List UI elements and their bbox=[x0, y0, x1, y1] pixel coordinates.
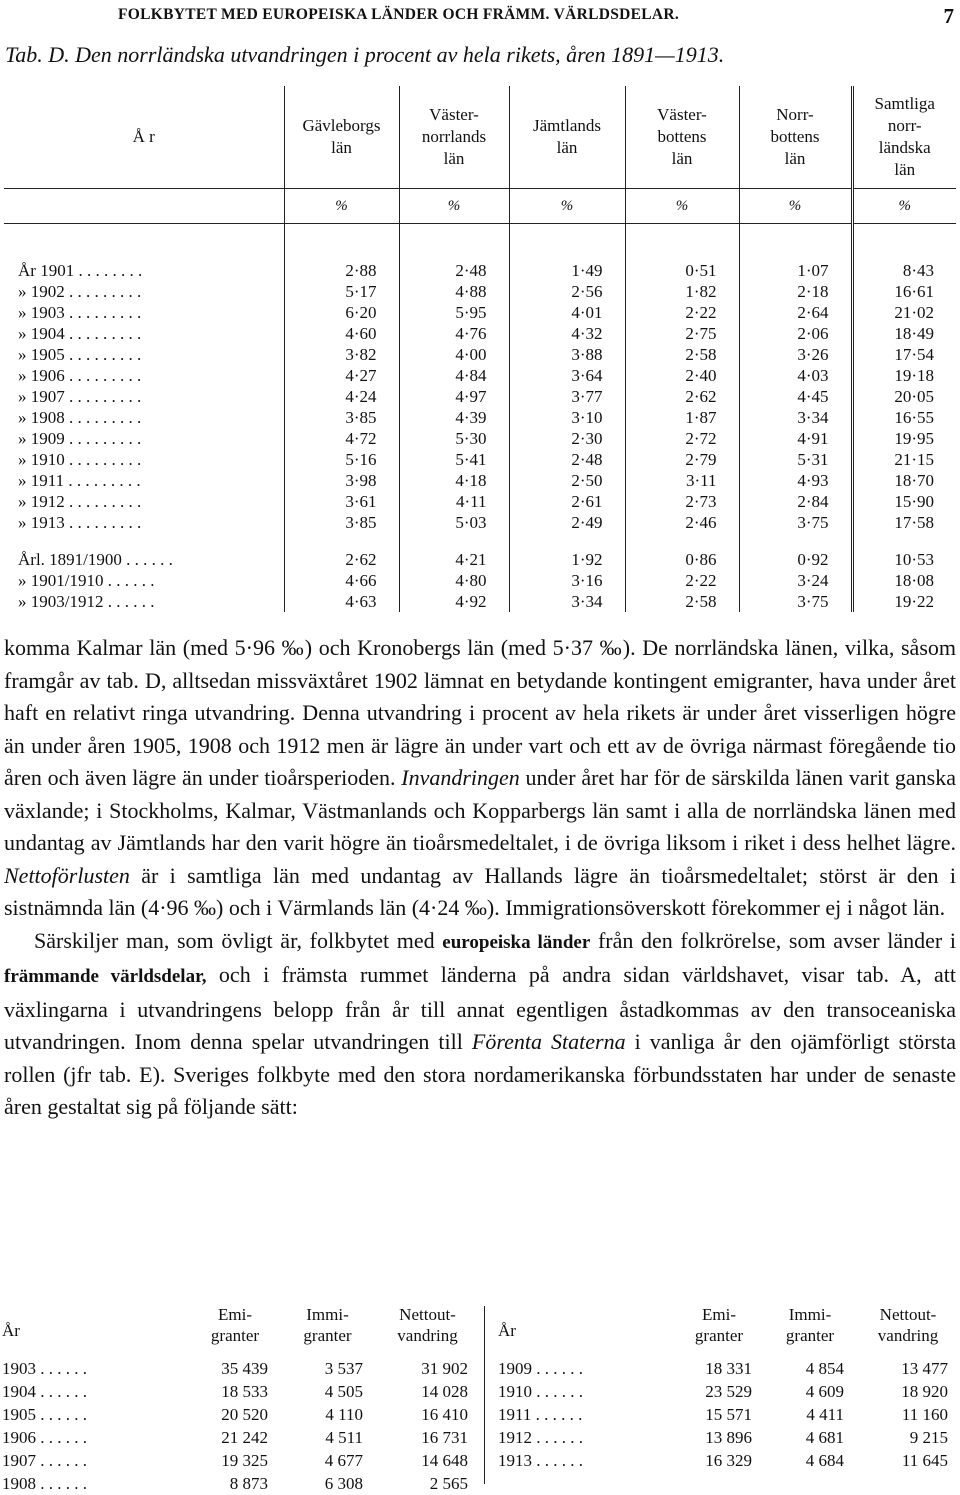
cell-value: 3·10 bbox=[509, 407, 625, 428]
cell-value: 2·48 bbox=[509, 449, 625, 470]
cell-value: 5·30 bbox=[399, 428, 509, 449]
col-header-year: År bbox=[498, 1320, 516, 1340]
text-run: och i främsta rummet länderna på andra sidan världshavet, visar tab. A, att växlingarna i utvandringens belopp från år till annat egentligen åstadkommas av den transoceaniska utvandringen. Inom denna spelar utvandringen till bbox=[4, 962, 956, 1054]
cell-value: 3·98 bbox=[284, 470, 399, 491]
page-header bbox=[0, 4, 960, 32]
cell-value: 2·62 bbox=[625, 386, 739, 407]
cell-year: 1903 . . . . . . bbox=[2, 1359, 87, 1378]
col-header-county: Väster- bottens län bbox=[625, 86, 739, 189]
cell-value: 21·02 bbox=[852, 302, 956, 323]
cell-value: 4·27 bbox=[284, 365, 399, 386]
cell-emi: 20 520 bbox=[221, 1405, 268, 1424]
cell-value: 5·31 bbox=[739, 449, 852, 470]
col-header-county: Jämtlands län bbox=[509, 86, 625, 189]
cell-value: 1·92 bbox=[509, 533, 625, 570]
row-year: » 1906 . . . . . . . . . bbox=[18, 366, 142, 385]
cell-net: 31 902 bbox=[421, 1359, 468, 1378]
unit-label: % bbox=[509, 189, 625, 224]
cell-value: 3·11 bbox=[625, 470, 739, 491]
cell-value: 3·64 bbox=[509, 365, 625, 386]
cell-value: 0·51 bbox=[625, 224, 739, 282]
unit-label: % bbox=[739, 189, 852, 224]
cell-year: 1910 . . . . . . bbox=[498, 1382, 583, 1401]
table-row bbox=[484, 1357, 960, 1380]
cell-value: 4·63 bbox=[284, 591, 399, 612]
bold-term: europeiska länder bbox=[442, 931, 591, 953]
table-row bbox=[0, 1426, 480, 1449]
body-text bbox=[4, 632, 956, 1124]
col-header-emi: Emi- granter bbox=[694, 1305, 744, 1345]
cell-value: 4·72 bbox=[284, 428, 399, 449]
cell-value: 2·58 bbox=[625, 591, 739, 612]
cell-year: 1906 . . . . . . bbox=[2, 1428, 87, 1447]
table-row bbox=[4, 407, 956, 428]
col-header-county: Gävleborgs län bbox=[284, 86, 399, 189]
usa-table-left bbox=[0, 1303, 480, 1495]
cell-value: 6·20 bbox=[284, 302, 399, 323]
table-row bbox=[484, 1403, 960, 1426]
cell-value: 16·55 bbox=[852, 407, 956, 428]
cell-net: 14 648 bbox=[421, 1451, 468, 1470]
col-header-net: Nettout- vandring bbox=[397, 1305, 458, 1345]
cell-immi: 3 537 bbox=[324, 1359, 363, 1378]
cell-immi: 4 110 bbox=[325, 1405, 363, 1424]
cell-emi: 8 873 bbox=[229, 1474, 268, 1493]
text-run: under året har för de särskilda länen varit ganska växlande; i Stockholms, Kalmar, Västmanlands och Kopparbergs län samt i alla de norrländska länen med undantag av Jämtlands har den varit högre än tioårsmedeltalet, i de övriga liksom i riket i dess helhet lägre. bbox=[4, 765, 956, 855]
page-number: 7 bbox=[943, 4, 954, 28]
italic-term: Förenta Staterna bbox=[471, 1029, 626, 1054]
cell-value: 4·01 bbox=[509, 302, 625, 323]
row-year: » 1911 . . . . . . . . . bbox=[18, 471, 141, 490]
row-year: » 1910 . . . . . . . . . bbox=[18, 450, 142, 469]
cell-value: 1·82 bbox=[625, 281, 739, 302]
unit-label: % bbox=[284, 189, 399, 224]
cell-value: 4·92 bbox=[399, 591, 509, 612]
cell-net: 18 920 bbox=[901, 1382, 948, 1401]
cell-value: 20·05 bbox=[852, 386, 956, 407]
paragraph-1 bbox=[4, 632, 956, 925]
row-year: » 1913 . . . . . . . . . bbox=[18, 513, 142, 532]
cell-year: 1909 . . . . . . bbox=[498, 1359, 583, 1378]
cell-year: 1905 . . . . . . bbox=[2, 1405, 87, 1424]
cell-value: 3·85 bbox=[284, 512, 399, 533]
cell-immi: 4 677 bbox=[324, 1451, 363, 1470]
col-header-county: Samtliga norr- ländska län bbox=[852, 86, 956, 189]
row-year: » 1909 . . . . . . . . . bbox=[18, 429, 142, 448]
cell-value: 2·48 bbox=[399, 224, 509, 282]
cell-value: 2·40 bbox=[625, 365, 739, 386]
cell-value: 4·84 bbox=[399, 365, 509, 386]
cell-value: 3·75 bbox=[739, 512, 852, 533]
text-run: komma Kalmar län (med 5·96 ‰) och Kronobergs län (med 5·37 ‰). De norrländska länen, vilka, såsom framgår av tab. D, alltsedan missväxtåret 1902 lämnat en betydande kontingent emigranter, hava under året haft en relativt ringa utvandring. Denna utvandring i procent av hela rikets är under året visserligen högre än under åren 1905, 1908 och 1912 men är lägre än under vart och ett av de övriga närmast föregående tio åren och även lägre än under tioårsperioden. bbox=[4, 635, 956, 790]
table-row bbox=[484, 1449, 960, 1472]
usa-table-right bbox=[484, 1303, 960, 1472]
cell-value: 4·60 bbox=[284, 323, 399, 344]
row-year: » 1901/1910 . . . . . . bbox=[18, 571, 155, 590]
italic-term: Invandringen bbox=[401, 765, 520, 790]
cell-emi: 15 571 bbox=[705, 1405, 752, 1424]
row-year: » 1902 . . . . . . . . . bbox=[18, 282, 142, 301]
cell-emi: 13 896 bbox=[705, 1428, 752, 1447]
cell-value: 17·58 bbox=[852, 512, 956, 533]
cell-immi: 4 411 bbox=[806, 1405, 844, 1424]
text-run: är i samtliga län med undantag av Hallands lägre än tioårsmedeltalet; störst är den i sistnämnda län (4·96 ‰) och i Värmlands län (4·24 ‰). Immigrationsöverskott förekommer ej i något län. bbox=[4, 862, 956, 920]
table-row bbox=[4, 344, 956, 365]
cell-year: 1908 . . . . . . bbox=[2, 1474, 87, 1493]
cell-emi: 18 533 bbox=[221, 1382, 268, 1401]
cell-value: 5·95 bbox=[399, 302, 509, 323]
cell-value: 5·03 bbox=[399, 512, 509, 533]
cell-value: 19·18 bbox=[852, 365, 956, 386]
cell-value: 5·41 bbox=[399, 449, 509, 470]
cell-value: 4·97 bbox=[399, 386, 509, 407]
cell-value: 2·88 bbox=[284, 224, 399, 282]
cell-value: 2·84 bbox=[739, 491, 852, 512]
cell-value: 2·72 bbox=[625, 428, 739, 449]
cell-value: 1·49 bbox=[509, 224, 625, 282]
cell-value: 3·34 bbox=[509, 591, 625, 612]
cell-net: 11 160 bbox=[901, 1405, 948, 1424]
cell-value: 4·03 bbox=[739, 365, 852, 386]
cell-immi: 4 684 bbox=[805, 1451, 844, 1470]
table-title: Tab. D. Den norrländska utvandringen i procent av hela rikets, åren 1891—1913. bbox=[5, 42, 725, 67]
table-row bbox=[0, 1449, 480, 1472]
table-row bbox=[0, 1357, 480, 1380]
cell-value: 3·26 bbox=[739, 344, 852, 365]
cell-value: 5·16 bbox=[284, 449, 399, 470]
italic-term: Nettoförlusten bbox=[4, 862, 130, 888]
cell-emi: 35 439 bbox=[221, 1359, 268, 1378]
row-year: » 1905 . . . . . . . . . bbox=[18, 345, 142, 364]
table-row bbox=[484, 1380, 960, 1403]
bold-term: främmande världsdelar, bbox=[4, 966, 207, 987]
cell-value: 18·49 bbox=[852, 323, 956, 344]
cell-value: 4·66 bbox=[284, 570, 399, 591]
col-header-emi: Emi- granter bbox=[210, 1305, 260, 1345]
cell-value: 3·24 bbox=[739, 570, 852, 591]
col-header-county: Väster- norrlands län bbox=[399, 86, 509, 189]
col-header-immi: Immi- granter bbox=[303, 1305, 352, 1345]
unit-label: % bbox=[852, 189, 956, 224]
cell-value: 2·22 bbox=[625, 570, 739, 591]
cell-value: 3·16 bbox=[509, 570, 625, 591]
cell-value: 4·00 bbox=[399, 344, 509, 365]
table-row bbox=[4, 491, 956, 512]
cell-value: 3·61 bbox=[284, 491, 399, 512]
cell-value: 3·85 bbox=[284, 407, 399, 428]
col-header-net: Nettout- vandring bbox=[877, 1305, 939, 1345]
cell-net: 16 410 bbox=[421, 1405, 468, 1424]
row-year: » 1904 . . . . . . . . . bbox=[18, 324, 142, 343]
unit-label: % bbox=[399, 189, 509, 224]
cell-value: 21·15 bbox=[852, 449, 956, 470]
cell-immi: 4 854 bbox=[805, 1359, 844, 1378]
cell-value: 4·93 bbox=[739, 470, 852, 491]
table-row bbox=[4, 533, 956, 570]
cell-value: 2·73 bbox=[625, 491, 739, 512]
cell-value: 2·58 bbox=[625, 344, 739, 365]
cell-value: 2·64 bbox=[739, 302, 852, 323]
cell-value: 1·87 bbox=[625, 407, 739, 428]
row-year: År 1901 . . . . . . . . bbox=[4, 224, 284, 282]
cell-value: 17·54 bbox=[852, 344, 956, 365]
cell-value: 3·34 bbox=[739, 407, 852, 428]
cell-value: 2·75 bbox=[625, 323, 739, 344]
cell-value: 15·90 bbox=[852, 491, 956, 512]
col-header-year: År bbox=[2, 1320, 20, 1340]
cell-value: 4·88 bbox=[399, 281, 509, 302]
cell-value: 0·92 bbox=[739, 533, 852, 570]
cell-value: 10·53 bbox=[852, 533, 956, 570]
table-row bbox=[4, 281, 956, 302]
table-row bbox=[4, 365, 956, 386]
table-row bbox=[4, 224, 956, 282]
unit-label bbox=[4, 189, 284, 224]
table-row bbox=[0, 1403, 480, 1426]
row-year: » 1907 . . . . . . . . . bbox=[18, 387, 142, 406]
col-header-county: Norr- bottens län bbox=[739, 86, 852, 189]
cell-value: 4·24 bbox=[284, 386, 399, 407]
cell-net: 9 215 bbox=[909, 1428, 948, 1447]
cell-value: 8·43 bbox=[852, 224, 956, 282]
cell-value: 3·75 bbox=[739, 591, 852, 612]
cell-emi: 18 331 bbox=[705, 1359, 752, 1378]
row-year: » 1903/1912 . . . . . . bbox=[18, 592, 155, 611]
cell-emi: 23 529 bbox=[705, 1382, 752, 1401]
running-title: FOLKBYTET MED EUROPEISKA LÄNDER OCH FRÄMM. VÄRLDSDELAR. bbox=[118, 6, 680, 23]
cell-value: 4·32 bbox=[509, 323, 625, 344]
table-d bbox=[4, 86, 956, 612]
cell-value: 4·21 bbox=[399, 533, 509, 570]
cell-value: 4·39 bbox=[399, 407, 509, 428]
cell-value: 2·22 bbox=[625, 302, 739, 323]
cell-net: 11 645 bbox=[901, 1451, 948, 1470]
cell-value: 18·70 bbox=[852, 470, 956, 491]
table-row bbox=[4, 302, 956, 323]
table-row bbox=[4, 512, 956, 533]
table-row bbox=[4, 428, 956, 449]
text-run: Särskiljer man, som övligt är, folkbytet med bbox=[34, 927, 443, 953]
cell-net: 14 028 bbox=[421, 1382, 468, 1401]
cell-net: 2 565 bbox=[429, 1474, 468, 1493]
cell-year: 1912 . . . . . . bbox=[498, 1428, 583, 1447]
cell-year: 1907 . . . . . . bbox=[2, 1451, 87, 1470]
cell-value: 2·79 bbox=[625, 449, 739, 470]
table-row bbox=[4, 323, 956, 344]
cell-value: 19·22 bbox=[852, 591, 956, 612]
cell-value: 2·61 bbox=[509, 491, 625, 512]
cell-value: 1·07 bbox=[739, 224, 852, 282]
cell-immi: 4 609 bbox=[805, 1382, 844, 1401]
table-row bbox=[4, 449, 956, 470]
cell-value: 0·86 bbox=[625, 533, 739, 570]
cell-value: 5·17 bbox=[284, 281, 399, 302]
row-year: Årl. 1891/1900 . . . . . . bbox=[18, 550, 173, 569]
cell-immi: 4 505 bbox=[324, 1382, 363, 1401]
table-row bbox=[4, 570, 956, 591]
cell-net: 16 731 bbox=[421, 1428, 468, 1447]
cell-value: 18·08 bbox=[852, 570, 956, 591]
cell-value: 2·18 bbox=[739, 281, 852, 302]
cell-value: 4·80 bbox=[399, 570, 509, 591]
row-year: » 1908 . . . . . . . . . bbox=[18, 408, 142, 427]
cell-value: 3·82 bbox=[284, 344, 399, 365]
paragraph-2 bbox=[4, 925, 956, 1124]
cell-year: 1911 . . . . . . bbox=[498, 1405, 583, 1424]
cell-emi: 19 325 bbox=[221, 1451, 268, 1470]
cell-value: 4·91 bbox=[739, 428, 852, 449]
cell-value: 2·50 bbox=[509, 470, 625, 491]
cell-value: 4·76 bbox=[399, 323, 509, 344]
cell-value: 2·49 bbox=[509, 512, 625, 533]
table-row bbox=[0, 1380, 480, 1403]
table-row bbox=[0, 1472, 480, 1495]
cell-value: 16·61 bbox=[852, 281, 956, 302]
cell-value: 4·18 bbox=[399, 470, 509, 491]
cell-value: 2·30 bbox=[509, 428, 625, 449]
cell-value: 19·95 bbox=[852, 428, 956, 449]
row-year: » 1903 . . . . . . . . . bbox=[18, 303, 142, 322]
cell-year: 1904 . . . . . . bbox=[2, 1382, 87, 1401]
cell-immi: 4 681 bbox=[805, 1428, 844, 1447]
cell-value: 2·56 bbox=[509, 281, 625, 302]
cell-value: 2·62 bbox=[284, 533, 399, 570]
unit-label: % bbox=[625, 189, 739, 224]
cell-emi: 16 329 bbox=[705, 1451, 752, 1470]
cell-net: 13 477 bbox=[901, 1359, 948, 1378]
cell-value: 2·46 bbox=[625, 512, 739, 533]
cell-value: 4·11 bbox=[399, 491, 509, 512]
table-row bbox=[4, 470, 956, 491]
table-row bbox=[4, 591, 956, 612]
cell-immi: 6 308 bbox=[324, 1474, 363, 1493]
cell-immi: 4 511 bbox=[325, 1428, 363, 1447]
cell-year: 1913 . . . . . . bbox=[498, 1451, 583, 1470]
cell-emi: 21 242 bbox=[221, 1428, 268, 1447]
cell-value: 3·77 bbox=[509, 386, 625, 407]
col-header-immi: Immi- granter bbox=[785, 1305, 835, 1345]
col-header-year: Å r bbox=[132, 127, 155, 146]
row-year: » 1912 . . . . . . . . . bbox=[18, 492, 142, 511]
text-run: i vanliga år den ojämförligt största rollen (jfr tab. E). Sveriges folkbyte med den stora nordamerikanska förbundsstaten har under de senaste åren gestaltat sig på följande sätt: bbox=[4, 1029, 957, 1119]
text-run: från den folkrörelse, som avser länder i bbox=[590, 927, 957, 953]
cell-value: 3·88 bbox=[509, 344, 625, 365]
cell-value: 4·45 bbox=[739, 386, 852, 407]
table-row bbox=[4, 386, 956, 407]
table-row bbox=[484, 1426, 960, 1449]
cell-value: 2·06 bbox=[739, 323, 852, 344]
